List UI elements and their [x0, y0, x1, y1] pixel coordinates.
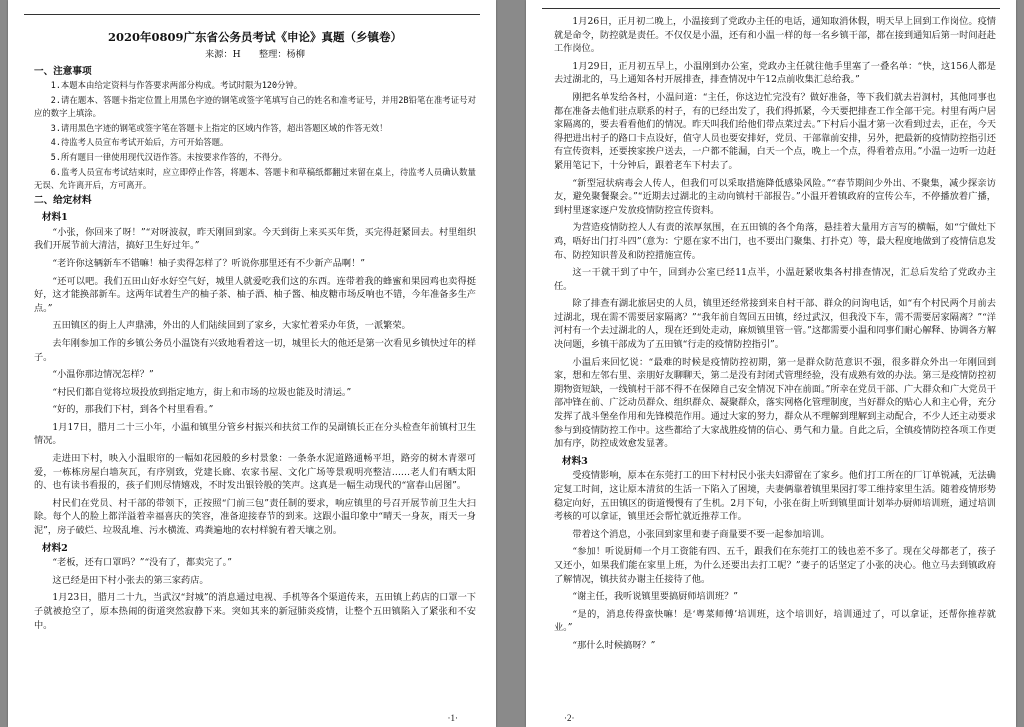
- paragraph: 去年刚参加工作的乡镇公务员小温饶有兴致地看着这一切，城里长大的他还是第一次看见乡镇快过年的样子。: [34, 337, 476, 363]
- paragraph: 受疫情影响，原本在东莞打工的田下村村民小张夫妇滞留在了家乡。他们打工所在的厂订单锐减，无法确定复工时间，这让原本清贫的生活一下陷入了困境，夫妻俩靠着镇里果园打零工维持家里生活。随着疫情形势稳定向好，五田镇区的街道慢慢有了生机。2月下旬，小张在街上听到镇里面计划举办厨师培训班，通过培训考核的可以拿证，镇里还会帮忙就近推荐工作。: [554, 470, 996, 523]
- paragraph: 五田镇区的街上人声鼎沸，外出的人们陆续回到了家乡，大家忙着采办年货，一派繁荣。: [52, 320, 411, 332]
- paragraph: 走进田下村，映入小温眼帘的一幅如花园般的乡村景象：一条条水泥道路通畅平坦，路旁的树木青翠可爱，一栋栋房屋白墙灰瓦，有序别致，党建长廊、农家书屋、文化广场等景观明亮整洁……老人们有晒太阳的、也有读书看报的，孩子们则尽情嬉戏，不时发出银铃般的笑声。这真是一幅生动现代的“富春山居图”。: [34, 453, 476, 492]
- material-heading: 材料2: [42, 542, 68, 554]
- paragraph: 1月17日，腊月二十三小年，小温和镇里分管乡村振兴和扶贫工作的吴副镇长正在分头检查年前镇村卫生情况。: [34, 421, 476, 447]
- paragraph: “还可以吧。我们五田山好水好空气好，城里人就爱吃我们这的东西。连带着我的蜂蜜和果园鸡也卖得挺好，这才能换部新车。这两年试着生产的柚子茶、柚子酒、柚子酱、柚皮糖市场反响也不错，今年准备多生产点。”: [34, 275, 476, 314]
- paragraph: “老板，还有口罩吗？”“没有了，都卖完了。”: [52, 557, 232, 569]
- page-number: ·1·: [447, 713, 458, 723]
- paragraph: 1月23日，腊月二十九，当武汉“封城”的消息通过电视、手机等各个渠道传来，五田镇上药店的口罩一下子就被抢空了，原本热闹的街道突然寂静下来。突如其来的新冠肺炎疫情，让整个五田镇陷入了紧张和不安中。: [34, 592, 476, 631]
- material-heading: 材料3: [562, 455, 588, 467]
- paragraph: “那什么时候搞呀？”: [572, 639, 656, 651]
- top-rule: [24, 14, 480, 15]
- paragraph: 1月29日，正月初五早上，小温刚到办公室，党政办主任就往他手里塞了一叠名单：“快，这156人都是去过湖北的，马上通知各村开展排查，排查情况中午12点前收集汇总给我。”: [554, 60, 996, 86]
- top-rule: [542, 8, 1000, 9]
- document-title: 2020年0809广东省公务员考试《申论》真题（乡镇卷）: [107, 30, 402, 44]
- page-2-content: [554, 15, 996, 657]
- notice-item: 5.所有题目一律使用现代汉语作答。未按要求作答的，不得分。: [50, 152, 288, 163]
- paragraph: 村民们在党员、村干部的带领下，正按照“门前三包”责任制的要求，响应镇里的号召开展节前卫生大扫除。每个人的脸上都洋溢着幸福喜庆的笑容，准备迎接春节的到来。这跟小温印象中“晴天一身灰，雨天一身泥”，房子破烂、垃圾乱堆、污水横流、鸡粪遍地的农村样貌有着天壤之别。: [34, 497, 476, 537]
- paragraph: “村民们都自觉将垃圾投放到指定地方，街上和市场的垃圾也能及时清运。”: [52, 386, 352, 398]
- paragraph: “好的，那我们下村，到各个村里看看。”: [52, 404, 214, 416]
- paragraph: “是的，消息传得蛮快嘛！是‘粤菜师傅’培训班，这个培训好，培训通过了，可以拿证，还帮你推荐就业。”: [554, 608, 996, 634]
- notice-item: 4.待监考人员宣布考试开始后，方可开始答题。: [50, 137, 229, 148]
- paragraph: 带着这个消息，小张回到家里和妻子商量要不要一起参加培训。: [572, 528, 830, 540]
- paragraph: 刚把名单发给各村，小温问道：“主任，你这边忙完没有？做好准备，等下我们就去岩洞村，其他同事也都在准备去他们驻点联系的村子，有的已经出发了，我们得抓紧，今天要把排查工作全部干完。村里有两户居家隔离的，要去看看他们的情况。昨天叫我们给他们带点菜过去。”下村后小温才第一次看到过去，正在，今天得把进出村子的路口卡点设好，值守人员也要安排好，党员、干部靠前安排，另外，把最新的疫情防控指引还有宣传资料，还要挨家挨户送去，一户都不能漏，白天一个点，晚上一个点，得看着点用。”小温一边听一边赶紧用笔记下，十分钟后，跟着老车下村去了。: [554, 91, 996, 171]
- paragraph: 这已经是田下村小张去的第三家药店。: [52, 574, 209, 586]
- notice-item: 2.请在题本、答题卡指定位置上用黑色字迹的钢笔或签字笔填写自己的姓名和准考证号，并用2B铅笔在准考证号对应的数字上填涂。: [34, 94, 476, 118]
- page-1: [8, 0, 496, 727]
- notice-item: 3.请用黑色字迹的钢笔或签字笔在答题卡上指定的区域内作答，超出答题区域的作答无效！: [50, 122, 388, 133]
- paragraph: “新型冠状病毒会人传人，但我们可以采取措施降低感染风险。”“春节期间少外出、不聚集，减少探亲访友，避免聚餐聚会。”“近期去过湖北的主动向镇村干部报告。”小温开着镇政府的宣传公车，不停播放着广播，到村里逐家逐户发放疫情防控宣传资料。: [554, 177, 996, 216]
- notice-item: 1.本题本由给定资料与作答要求两部分构成。考试时限为120分钟。: [50, 80, 303, 91]
- paragraph: 为营造疫情防控人人有责的浓厚氛围，在五田镇的各个角落，悬挂着大量用方言写的横幅，如“宁做灶下鸡，唔好出门打斗四”（意为：宁愿在家不出门，也不要出门聚集、打扑克）等，最大程度地做到了疫情信息发布、防控知识普及和防控措施宣传。: [554, 222, 996, 261]
- paragraph: 小温后来回忆说：“最难的时候是疫情防控初期，第一是群众防范意识不强，很多群众外出一年刚回到家，想和左邻右里、亲朋好友聊聊天，第二是没有封闭式管理经验，没有成熟有效的办法。第三是疫情防控初期物资短缺，一线镇村干部不得不在保障自己安全情况下冲在前面。”所幸在党员干部、广大群众和广大党员干部冲锋在前、广泛动员群众、组织群众、凝聚群众，落实网格化管理制度，当好群众的贴心人和主心骨，充分发挥了战斗堡垒作用和先锋模范作用。通过大家的努力，群众从不理解到理解到主动配合，不少人还主动要求参与到疫情防控工作中。这些都给了大家战胜疫情的信心、勇气和力量。自此之后，全镇疫情防控各项工作更加有序，防控成效愈发显著。: [554, 356, 996, 450]
- notice-item: 6.监考人员宣布考试结束时，应立即停止作答，将题本、答题卡和草稿纸都翻过来留在桌上，待监考人员确认数量无误、允许离开后，方可离开。: [34, 166, 476, 190]
- paragraph: “谢主任，我听说镇里要搞厨师培训班？”: [572, 591, 738, 603]
- paragraph: “老许你这辆新车不错嘛！柚子卖得怎样了？听说你那里还有不少新产品啊！”: [52, 257, 365, 269]
- notice-list: [34, 79, 476, 191]
- section-heading: 二、给定材料: [34, 194, 92, 206]
- paragraph: “参加！听说厨师一个月工资能有四、五千，跟我们在东莞打工的钱也差不多了。现在父母都老了，孩子又还小，如果我们能在家里上班，为什么还要出去打工呢？”妻子的话坚定了小张的决心。他立马去到镇政府了解情况，镇扶贫办谢主任接待了他。: [554, 546, 996, 585]
- page-1-content: [34, 24, 476, 636]
- paragraph: “小温你那边情况怎样？”: [52, 369, 154, 381]
- page-2: [526, 0, 1016, 727]
- paragraph: 除了排查有湖北旅居史的人员，镇里还经常接到来自村干部、群众的问询电话，如“有个村民两个月前去过湖北，现在需不需要居家隔离？”“我年前自驾回五田镇，经过武汉，但我没下车，需不需要居家隔离？”“洋河村有一个去过湖北的人，现在还到处走动，麻烦镇里管一管。”这都需要小温和同事们耐心解释、协调各方解决问题，乡镇干部成为了五田镇“行走的疫情防控指引”。: [554, 298, 996, 351]
- source-line: 来源：H 整理：杨柳: [205, 49, 305, 60]
- paragraph: 这一干就干到了中午，回到办公室已经11点半，小温赶紧收集各村排查情况，汇总后发给了党政办主任。: [554, 267, 996, 292]
- paragraph: “小张，你回来了呀！”“对呀波叔，昨天刚回到家。今天到街上来买买年货，买完得赶紧回去。村里组织我们开展节前大清洁，搞好卫生好过年。”: [34, 226, 476, 252]
- material-heading: 材料1: [42, 212, 68, 224]
- paragraph: 1月26日，正月初二晚上，小温接到了党政办主任的电话，通知取消休假，明天早上回到工作岗位。疫情就是命令，防控就是责任。不仅仅是小温，还有和小温一样的每一名乡镇干部，都在接到通知后第一时间赶赴工作岗位。: [554, 16, 996, 55]
- section-heading: 一、注意事项: [34, 65, 92, 77]
- page-number: ·2·: [564, 713, 575, 723]
